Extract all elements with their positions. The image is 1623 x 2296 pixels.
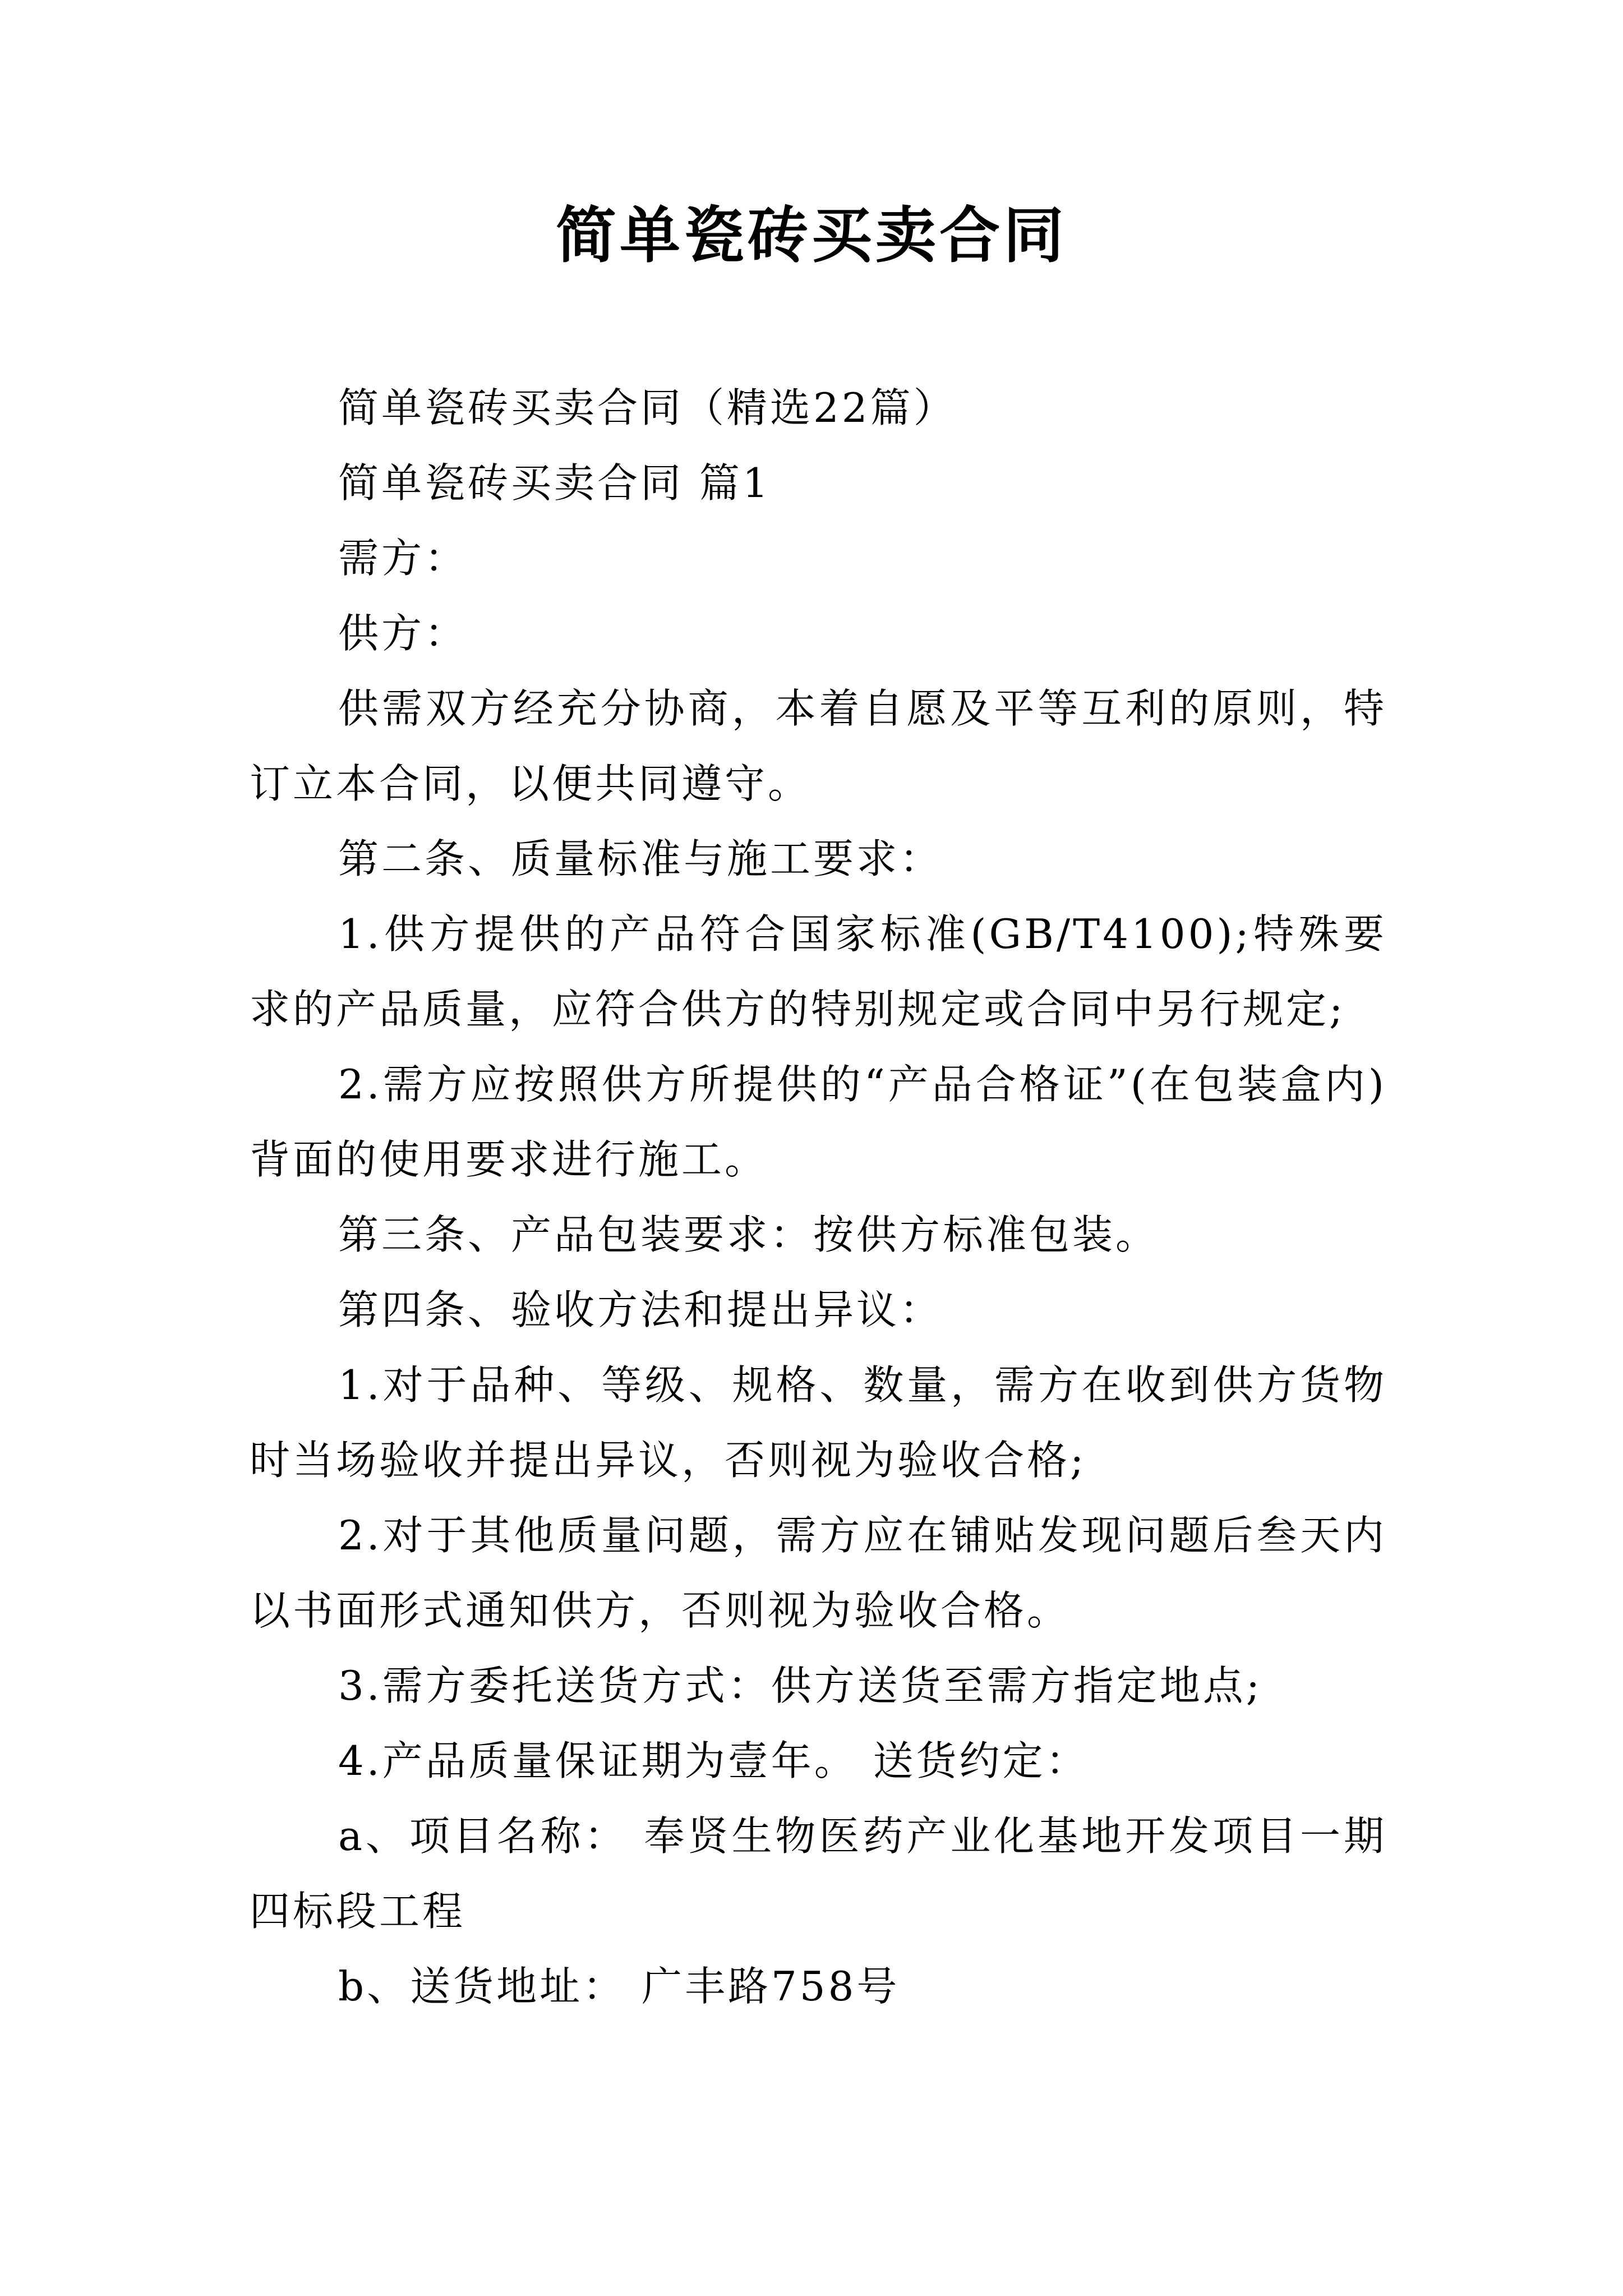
paragraph-article-2-item-1: 1.供方提供的产品符合国家标准(GB/T4100);特殊要求的产品质量，应符合供方的特别规定或合同中另行规定;	[250, 910, 1387, 1033]
paragraph-article-3: 第三条、产品包装要求：按供方标准包装。	[338, 1211, 1159, 1258]
paragraph-buyer: 需方：	[338, 535, 468, 582]
paragraph-project-name: a、项目名称： 奉贤生物医药产业化基地开发项目一期四标段工程	[250, 1812, 1387, 1935]
document-body	[250, 370, 1387, 2024]
paragraph-article-2-item-2: 2.需方应按照供方所提供的“产品合格证”(在包装盒内)背面的使用要求进行施工。	[250, 1061, 1387, 1183]
paragraph-article-4: 第四条、验收方法和提出异议：	[338, 1286, 943, 1333]
paragraph-article-4-item-3: 3.需方委托送货方式：供方送货至需方指定地点;	[338, 1662, 1262, 1709]
paragraph-article-4-item-1: 1.对于品种、等级、规格、数量，需方在收到供方货物时当场验收并提出异议，否则视为验收合格;	[250, 1361, 1387, 1484]
paragraph-supplier: 供方：	[338, 610, 468, 657]
paragraph-preamble: 供需双方经充分协商，本着自愿及平等互利的原则，特订立本合同，以便共同遵守。	[250, 685, 1387, 807]
paragraph-subtitle: 简单瓷砖买卖合同（精选22篇）	[338, 384, 957, 431]
document-title: 简单瓷砖买卖合同	[555, 200, 1067, 271]
paragraph-section-heading: 简单瓷砖买卖合同 篇1	[338, 459, 771, 507]
paragraph-article-2: 第二条、质量标准与施工要求：	[338, 835, 943, 882]
paragraph-delivery-address: b、送货地址： 广丰路758号	[338, 1963, 900, 2010]
paragraph-article-4-item-2: 2.对于其他质量问题，需方应在铺贴发现问题后叁天内以书面形式通知供方，否则视为验收合格。	[250, 1512, 1387, 1634]
paragraph-article-4-item-4: 4.产品质量保证期为壹年。 送货约定：	[338, 1737, 1089, 1784]
